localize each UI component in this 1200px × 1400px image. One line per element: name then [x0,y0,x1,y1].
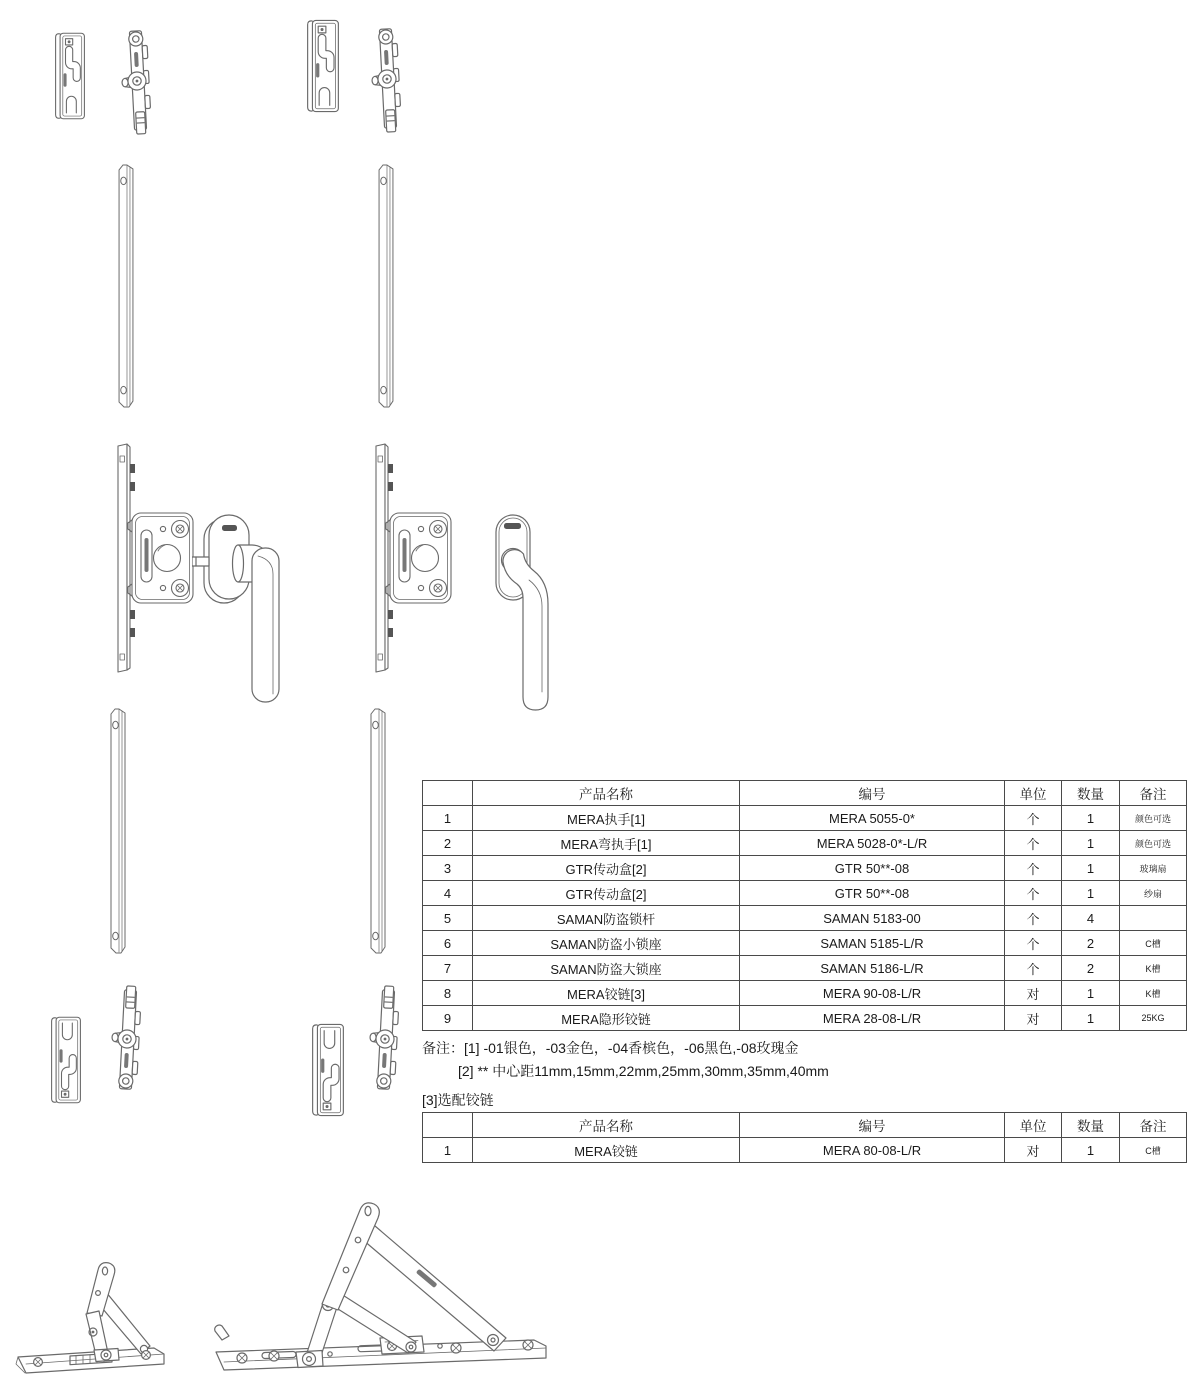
table-cell: 对 [1005,1006,1062,1031]
table-cell: MERA 28-08-L/R [740,1006,1005,1031]
table-cell: GTR 50**-08 [740,881,1005,906]
table-cell: 2 [1062,931,1120,956]
lock-bar-figure [113,162,139,410]
table-cell: 2 [423,831,473,856]
parts-table [422,780,1187,1031]
hinge-small-figure [14,1258,176,1396]
table-row [423,1006,1187,1031]
column-header-index [423,781,473,806]
table-cell: 9 [423,1006,473,1031]
table-cell: MERA 80-08-L/R [740,1138,1005,1163]
lock-rod-figure [358,982,412,1096]
table-cell: 1 [1062,856,1120,881]
table-cell: 2 [1062,956,1120,981]
table-cell: K槽 [1120,956,1187,981]
table-cell: MERA弯执手[1] [473,831,740,856]
table-cell: SAMAN 5183-00 [740,906,1005,931]
optional-hinge-label: [3]选配铰链 [422,1092,494,1108]
table-row [423,906,1187,931]
table-row [423,956,1187,981]
table-cell: MERA 90-08-L/R [740,981,1005,1006]
keeper-plate-figure [48,1012,84,1108]
column-header-quantity: 数量 [1062,1113,1120,1138]
table-cell: 1 [423,806,473,831]
gear-box-figure [361,442,479,674]
keeper-plate-figure [52,28,88,124]
table-row [423,856,1187,881]
column-header-remark: 备注 [1120,1113,1187,1138]
table-header-row [423,781,1187,806]
table-cell: 4 [423,881,473,906]
table-cell: 个 [1005,806,1062,831]
table-cell: 个 [1005,831,1062,856]
table-cell: SAMAN防盗锁杆 [473,906,740,931]
table-cell: 个 [1005,906,1062,931]
table-row [423,806,1187,831]
lock-rod-figure [100,982,154,1096]
table-cell: 1 [1062,1138,1120,1163]
column-header-remark: 备注 [1120,781,1187,806]
column-header-code: 编号 [740,1113,1005,1138]
table-cell: 个 [1005,881,1062,906]
table-cell: 个 [1005,931,1062,956]
table-cell: SAMAN防盗小锁座 [473,931,740,956]
column-header-code: 编号 [740,781,1005,806]
table-cell: MERA隐形铰链 [473,1006,740,1031]
column-header-index [423,1113,473,1138]
lock-bar-figure [365,706,391,956]
table-row [423,981,1187,1006]
table-cell: MERA铰链 [473,1138,740,1163]
table-cell: 对 [1005,1138,1062,1163]
column-header-product-name: 产品名称 [473,1113,740,1138]
lock-bar-figure [105,706,131,956]
table-cell: GTR 50**-08 [740,856,1005,881]
center-distance-note: [2] ** 中心距11mm,15mm,22mm,25mm,30mm,35mm,40mm [458,1063,829,1079]
table-row [423,831,1187,856]
table-header-row [423,1113,1187,1138]
column-header-product-name: 产品名称 [473,781,740,806]
table-cell: 7 [423,956,473,981]
column-header-unit: 单位 [1005,781,1062,806]
table-cell: GTR传动盒[2] [473,856,740,881]
keeper-plate-figure [308,1022,348,1118]
table-cell: 纱扇 [1120,881,1187,906]
table-cell: SAMAN防盗大锁座 [473,956,740,981]
table-cell: 个 [1005,856,1062,881]
color-options-note: 备注：[1] -01银色，-03金色，-04香槟色，-06黑色,-08玫瑰金 [422,1040,799,1056]
table-cell: 5 [423,906,473,931]
table-cell: 1 [1062,881,1120,906]
table-cell: 25KG [1120,1006,1187,1031]
table-cell: 1 [423,1138,473,1163]
table-cell: 1 [1062,981,1120,1006]
optional-hinge-table [422,1112,1187,1163]
table-cell: 颜色可选 [1120,806,1187,831]
table-cell: MERA铰链[3] [473,981,740,1006]
table-cell: C槽 [1120,1138,1187,1163]
column-header-unit: 单位 [1005,1113,1062,1138]
table-cell: 对 [1005,981,1062,1006]
keeper-plate-figure [303,18,343,114]
table-cell [1120,906,1187,931]
table-cell: 1 [1062,831,1120,856]
table-cell: 6 [423,931,473,956]
table-cell: 4 [1062,906,1120,931]
bent-handle-figure [492,510,552,715]
table-cell: 个 [1005,956,1062,981]
table-cell: 颜色可选 [1120,831,1187,856]
table-cell: MERA 5055-0* [740,806,1005,831]
table-cell: 玻璃扇 [1120,856,1187,881]
table-cell: 1 [1062,1006,1120,1031]
handle-figure [192,512,292,707]
table-row [423,931,1187,956]
lock-bar-figure [373,162,399,410]
column-header-quantity: 数量 [1062,781,1120,806]
table-cell: 8 [423,981,473,1006]
table-cell: 3 [423,856,473,881]
table-cell: MERA执手[1] [473,806,740,831]
table-cell: GTR传动盒[2] [473,881,740,906]
table-row [423,881,1187,906]
table-cell: SAMAN 5185-L/R [740,931,1005,956]
table-cell: MERA 5028-0*-L/R [740,831,1005,856]
table-cell: SAMAN 5186-L/R [740,956,1005,981]
table-cell: C槽 [1120,931,1187,956]
hinge-large-figure [210,1192,558,1400]
lock-rod-figure [110,24,164,138]
lock-rod-figure [360,22,414,136]
table-cell: K槽 [1120,981,1187,1006]
table-cell: 1 [1062,806,1120,831]
table-row [423,1138,1187,1163]
